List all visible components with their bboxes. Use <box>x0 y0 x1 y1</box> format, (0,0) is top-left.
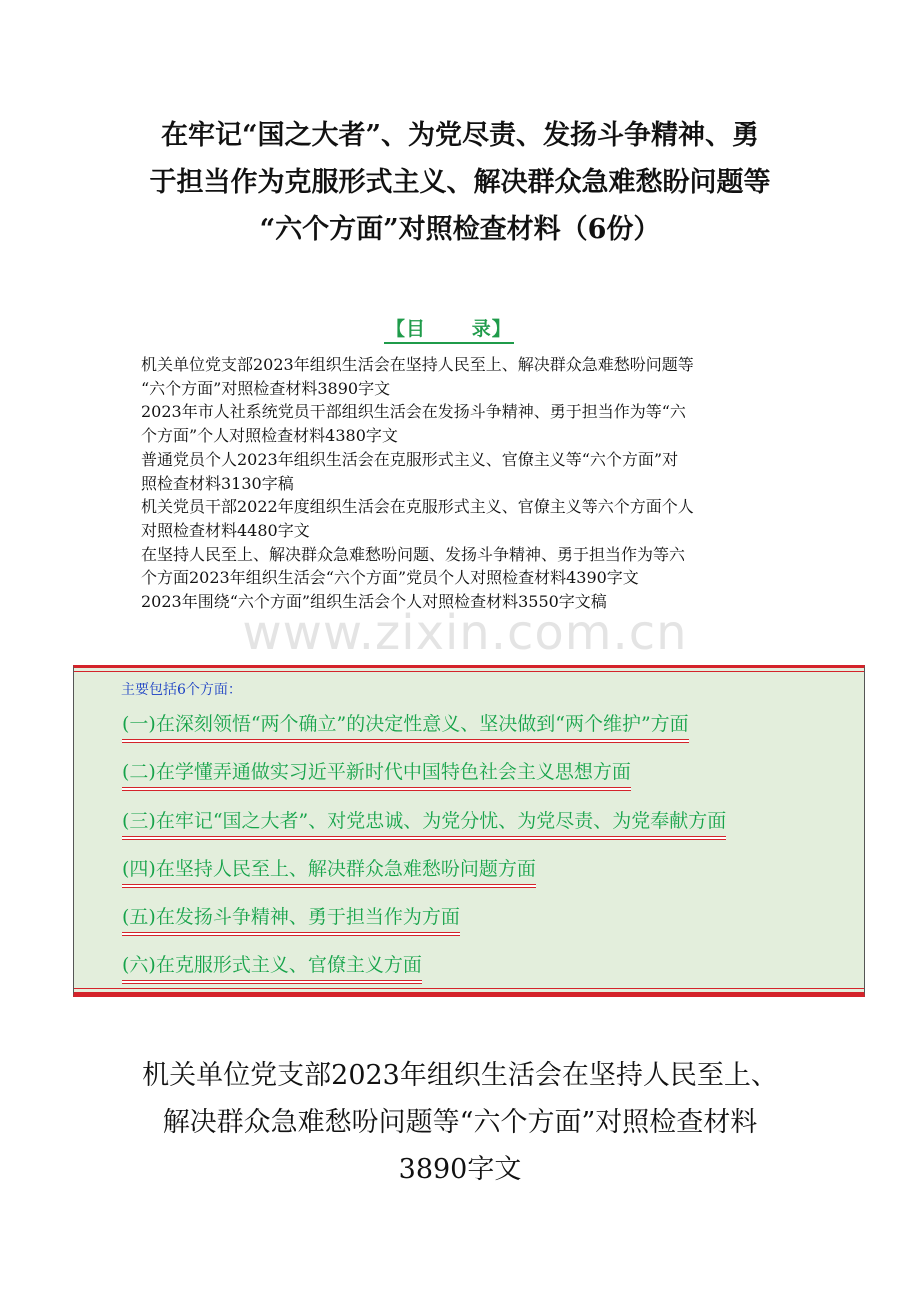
toc-line: 个方面”个人对照检查材料4380字文 <box>141 426 398 446</box>
aspect-item[interactable]: (一)在深刻领悟“两个确立”的决定性意义、坚决做到“两个维护”方面 <box>122 711 689 740</box>
aspect-item[interactable]: (六)在克服形式主义、官僚主义方面 <box>122 952 422 981</box>
aspect-item[interactable]: (四)在坚持人民至上、解决群众急难愁吩问题方面 <box>122 856 536 885</box>
toc-line: 机关党员干部2022年度组织生活会在克服形式主义、官僚主义等六个方面个人 <box>141 497 694 517</box>
toc-line: 在坚持人民至上、解决群众急难愁吩问题、发扬斗争精神、勇于担当作为等六 <box>141 544 686 564</box>
toc-line: 2023年市人社系统党员干部组织生活会在发扬斗争精神、勇于担当作为等“六 <box>141 402 686 422</box>
aspect-item[interactable]: (二)在学懂弄通做实习近平新时代中国特色社会主义思想方面 <box>122 759 631 788</box>
toc-line: 机关单位党支部2023年组织生活会在坚持人民至上、解决群众急难愁吩问题等 <box>141 355 694 374</box>
toc-line: 普通党员个人2023年组织生活会在克服形式主义、官僚主义等“六个方面”对 <box>141 449 679 469</box>
document-title-line: 于担当作为克服形式主义、解决群众急难愁盼问题等 <box>149 167 771 198</box>
document-title <box>100 112 820 253</box>
six-aspects-box <box>73 665 865 997</box>
document-title-line: “六个方面”对照检查材料（6份） <box>259 214 661 245</box>
aspect-item[interactable]: (五)在发扬斗争精神、勇于担当作为方面 <box>122 904 460 933</box>
toc-line: 对照检查材料4480字文 <box>141 520 310 540</box>
section-heading-line: 机关单位党支部2023年组织生活会在坚持人民至上、 <box>142 1060 778 1091</box>
aspects-intro: 主要包括6个方面： <box>121 682 242 698</box>
section-heading <box>110 1052 810 1193</box>
toc-line: 个方面2023年组织生活会“六个方面”党员个人对照检查材料4390字文 <box>141 568 639 588</box>
toc-line: “六个方面”对照检查材料3890字文 <box>141 378 391 398</box>
toc-heading: 【目 录】 <box>384 316 514 344</box>
document-title-line: 在牢记“国之大者”、为党尽责、发扬斗争精神、勇 <box>160 120 760 151</box>
table-of-contents <box>141 353 791 614</box>
section-heading-line: 3890字文 <box>398 1154 522 1185</box>
section-heading-line: 解决群众急难愁吩问题等“六个方面”对照检查材料 <box>162 1107 758 1138</box>
toc-line: 2023年围绕“六个方面”组织生活会个人对照检查材料3550字文稿 <box>141 592 607 612</box>
watermark: www.zixin.com.cn <box>242 605 688 661</box>
toc-line: 照检查材料3130字稿 <box>141 473 294 493</box>
aspect-item[interactable]: (三)在牢记“国之大者”、对党忠诚、为党分忧、为党尽责、为党奉献方面 <box>122 808 726 837</box>
